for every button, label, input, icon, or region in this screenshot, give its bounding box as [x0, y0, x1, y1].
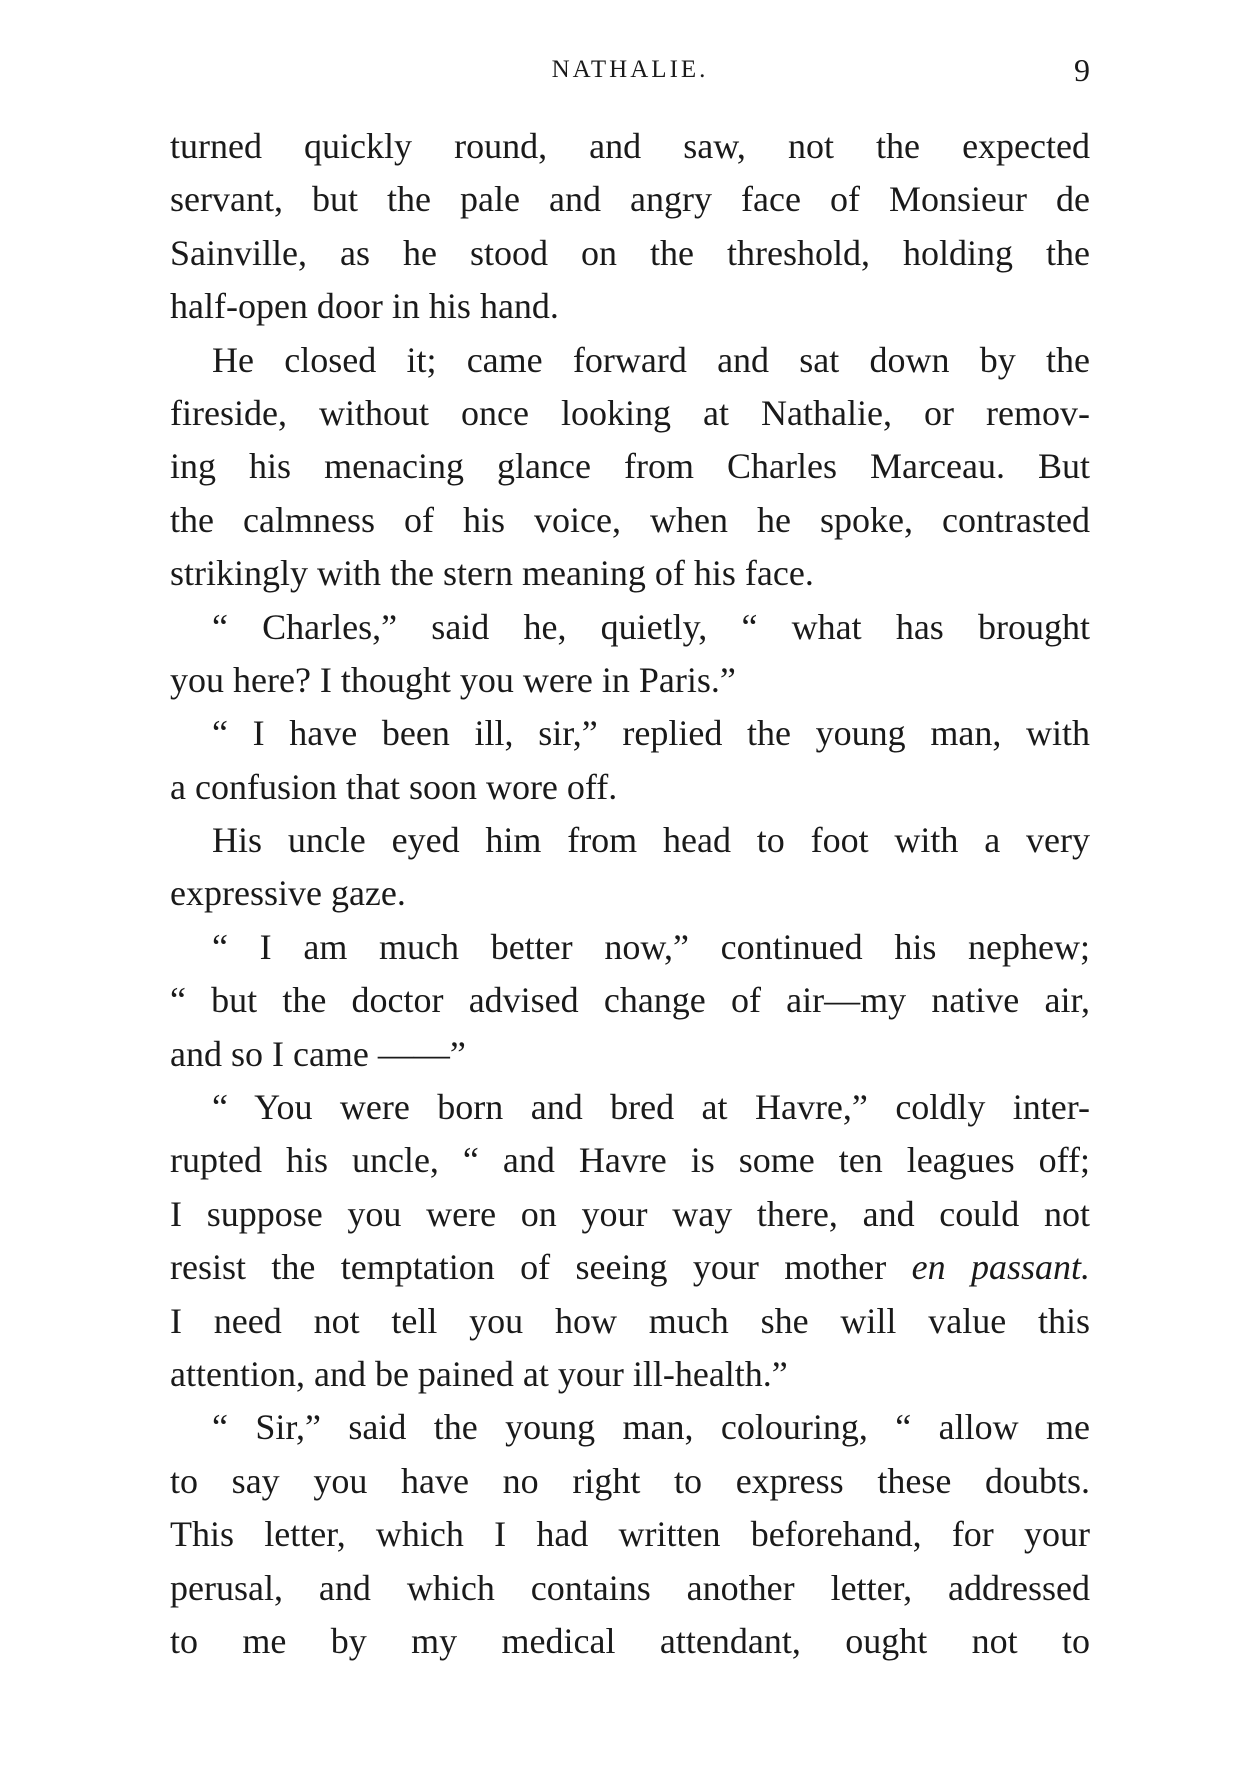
text-line — [170, 814, 1090, 867]
text-line-content: resist the temptation of seeing your mother — [170, 1247, 887, 1288]
text-line — [170, 601, 1090, 654]
text-line — [170, 1241, 1090, 1294]
text-line — [170, 1455, 1090, 1508]
text-line-content: ing his menacing glance from Charles Marceau. But — [170, 446, 1090, 487]
text-line-content: “ I have been ill, sir,” replied the young man, with — [212, 713, 1090, 754]
text-line-content: a confusion that soon wore off. — [170, 766, 618, 807]
text-line — [170, 280, 1090, 333]
text-line-content: He closed it; came forward and sat down by the — [212, 339, 1090, 380]
text-line — [170, 173, 1090, 226]
text-line — [170, 1348, 1090, 1401]
text-line-content: fireside, without once looking at Nathalie, or remov- — [170, 392, 1090, 433]
text-line-content: “ I am much better now,” continued his nephew; — [212, 926, 1090, 967]
text-line-content: to me by my medical attendant, ought not to — [170, 1620, 1090, 1661]
text-line — [170, 1401, 1090, 1454]
text-line — [170, 867, 1090, 920]
text-line-content: you here? I thought you were in Paris.” — [170, 659, 736, 700]
text-line-content: rupted his uncle, “ and Havre is some ten leagues off; — [170, 1140, 1090, 1181]
text-line — [170, 654, 1090, 707]
text-line — [170, 494, 1090, 547]
running-head — [170, 52, 1090, 92]
text-line — [170, 974, 1090, 1027]
text-line-content: Sainville, as he stood on the threshold, holding the — [170, 232, 1090, 273]
text-line-content: “ but the doctor advised change of air—my native air, — [170, 980, 1090, 1021]
text-line — [170, 1081, 1090, 1134]
italic-phrase: en passant. — [911, 1247, 1090, 1288]
text-line — [170, 1615, 1090, 1668]
text-line — [170, 1134, 1090, 1187]
page-number: 9 — [1074, 52, 1090, 88]
text-line — [170, 120, 1090, 173]
text-line — [170, 1028, 1090, 1081]
text-line-content: half-open door in his hand. — [170, 286, 559, 327]
text-line — [170, 1188, 1090, 1241]
text-line — [170, 1508, 1090, 1561]
text-line — [170, 761, 1090, 814]
text-line — [170, 921, 1090, 974]
text-line-content: “ Sir,” said the young man, colouring, “ allow me — [212, 1407, 1090, 1448]
text-line-content: strikingly with the stern meaning of his face. — [170, 553, 814, 594]
text-line — [170, 707, 1090, 760]
text-line — [170, 227, 1090, 280]
text-line-content: His uncle eyed him from head to foot with a very — [212, 820, 1090, 861]
text-line — [170, 1562, 1090, 1615]
text-line — [170, 1295, 1090, 1348]
text-line-content: expressive gaze. — [170, 873, 406, 914]
text-line-content: turned quickly round, and saw, not the expected — [170, 126, 1090, 166]
text-line — [170, 440, 1090, 493]
text-line — [170, 387, 1090, 440]
text-line-content: the calmness of his voice, when he spoke, contrasted — [170, 499, 1090, 540]
text-line-content: servant, but the pale and angry face of Monsieur de — [170, 179, 1090, 220]
text-line — [170, 334, 1090, 387]
text-line-content: I need not tell you how much she will value this — [170, 1300, 1090, 1341]
body-text — [170, 120, 1090, 1668]
text-line — [170, 547, 1090, 600]
text-line-content: perusal, and which contains another letter, addressed — [170, 1567, 1090, 1608]
running-title: NATHALIE. — [551, 56, 709, 83]
text-line-content: “ You were born and bred at Havre,” coldly inter- — [212, 1087, 1090, 1128]
text-line-content: attention, and be pained at your ill-health.” — [170, 1353, 788, 1394]
text-line-content: to say you have no right to express these doubts. — [170, 1460, 1090, 1501]
text-line-content: I suppose you were on your way there, and could not — [170, 1193, 1090, 1234]
text-line-content: “ Charles,” said he, quietly, “ what has brought — [212, 606, 1090, 647]
text-line-content: This letter, which I had written beforehand, for your — [170, 1514, 1090, 1555]
text-line-content: and so I came ——” — [170, 1033, 466, 1074]
